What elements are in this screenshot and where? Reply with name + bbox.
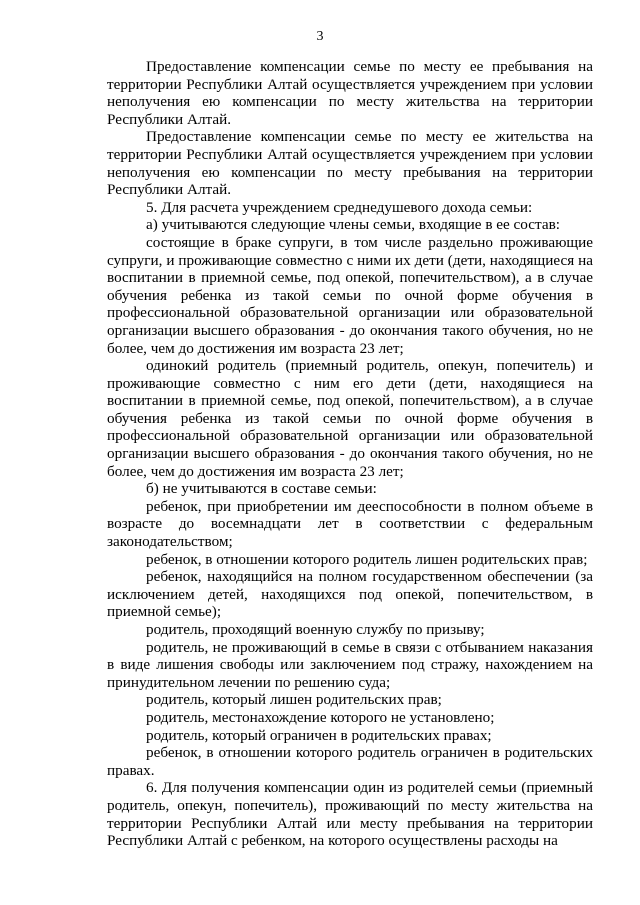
list-item-child-parent-limited: ребенок, в отношении которого родитель ограничен в родительских правах. bbox=[107, 744, 593, 779]
list-item-emancipated-child: ребенок, при приобретении им дееспособности в полном объеме в возрасте до восемнадцати лет в соответствии с федеральным законодательством; bbox=[107, 497, 593, 551]
list-item-parent-imprisoned: родитель, не проживающий в семье в связи с отбыванием наказания в виде лишения свободы или заключением под стражу, нахождением на принудительном лечении по решению суда; bbox=[107, 638, 593, 691]
list-item-married-spouses: состоящие в браке супруги, в том числе раздельно проживающие супруги, и проживающие совместно с ними их дети (дети, находящиеся на воспитании в приемной семье, под опекой, попечительством), а в случае обучения ребенка из такой семьи по очной форме обучения в профессиональной образовательной организации или образовательной организации высшего образования - до окончания такого обучения, но не более, чем до достижения им возраста 23 лет; bbox=[107, 233, 593, 357]
subclause-a: а) учитываются следующие члены семьи, входящие в ее состав: bbox=[146, 216, 560, 234]
list-item-parent-military: родитель, проходящий военную службу по призыву; bbox=[146, 621, 485, 638]
subclause-b: б) не учитываются в составе семьи: bbox=[146, 480, 377, 498]
clause-6: 6. Для получения компенсации один из родителей семьи (приемный родитель, опекун, попечитель), проживающий по месту жительства на территории Республики Алтай или месту пребывания на территории Республики Алтай с ребенком, на которого осуществлены расходы на bbox=[107, 779, 593, 850]
list-item-child-state-support: ребенок, находящийся на полном государственном обеспечении (за исключением детей, находящихся под опекой, попечительством, в приемной семье); bbox=[107, 568, 593, 621]
clause-5-heading: 5. Для расчета учреждением среднедушевого дохода семьи: bbox=[146, 198, 533, 216]
page-number: 3 bbox=[316, 29, 324, 44]
list-item-single-parent: одинокий родитель (приемный родитель, опекун, попечитель) и проживающие совместно с ним его дети (дети, находящиеся на воспитании в приемной семье, под опекой, попечительством), а в случае обучения ребенка из такой семьи по очной форме обучения в профессиональной образовательной организации или образовательной организации высшего образования - до окончания такого обучения, но не более, чем до достижения им возраста 23 лет; bbox=[107, 357, 593, 480]
document-body bbox=[107, 58, 593, 850]
paragraph-residence-condition: Предоставление компенсации семье по месту ее пребывания на территории Республики Алтай осуществляется учреждением при условии неполучения ею компенсации по месту жительства на территории Республики Алтай. bbox=[107, 58, 593, 128]
list-item-parent-deprived-rights: родитель, который лишен родительских прав; bbox=[146, 691, 442, 709]
paragraph-domicile-condition: Предоставление компенсации семье по месту ее жительства на территории Республики Алтай осуществляется учреждением при условии неполучения ею компенсации по месту пребывания на территории Республики Алтай. bbox=[107, 128, 593, 199]
list-item-parent-location-unknown: родитель, местонахождение которого не установлено; bbox=[146, 708, 495, 726]
list-item-child-parent-deprived: ребенок, в отношении которого родитель лишен родительских прав; bbox=[146, 550, 588, 568]
list-item-parent-limited-rights: родитель, который ограничен в родительских правах; bbox=[146, 726, 492, 744]
